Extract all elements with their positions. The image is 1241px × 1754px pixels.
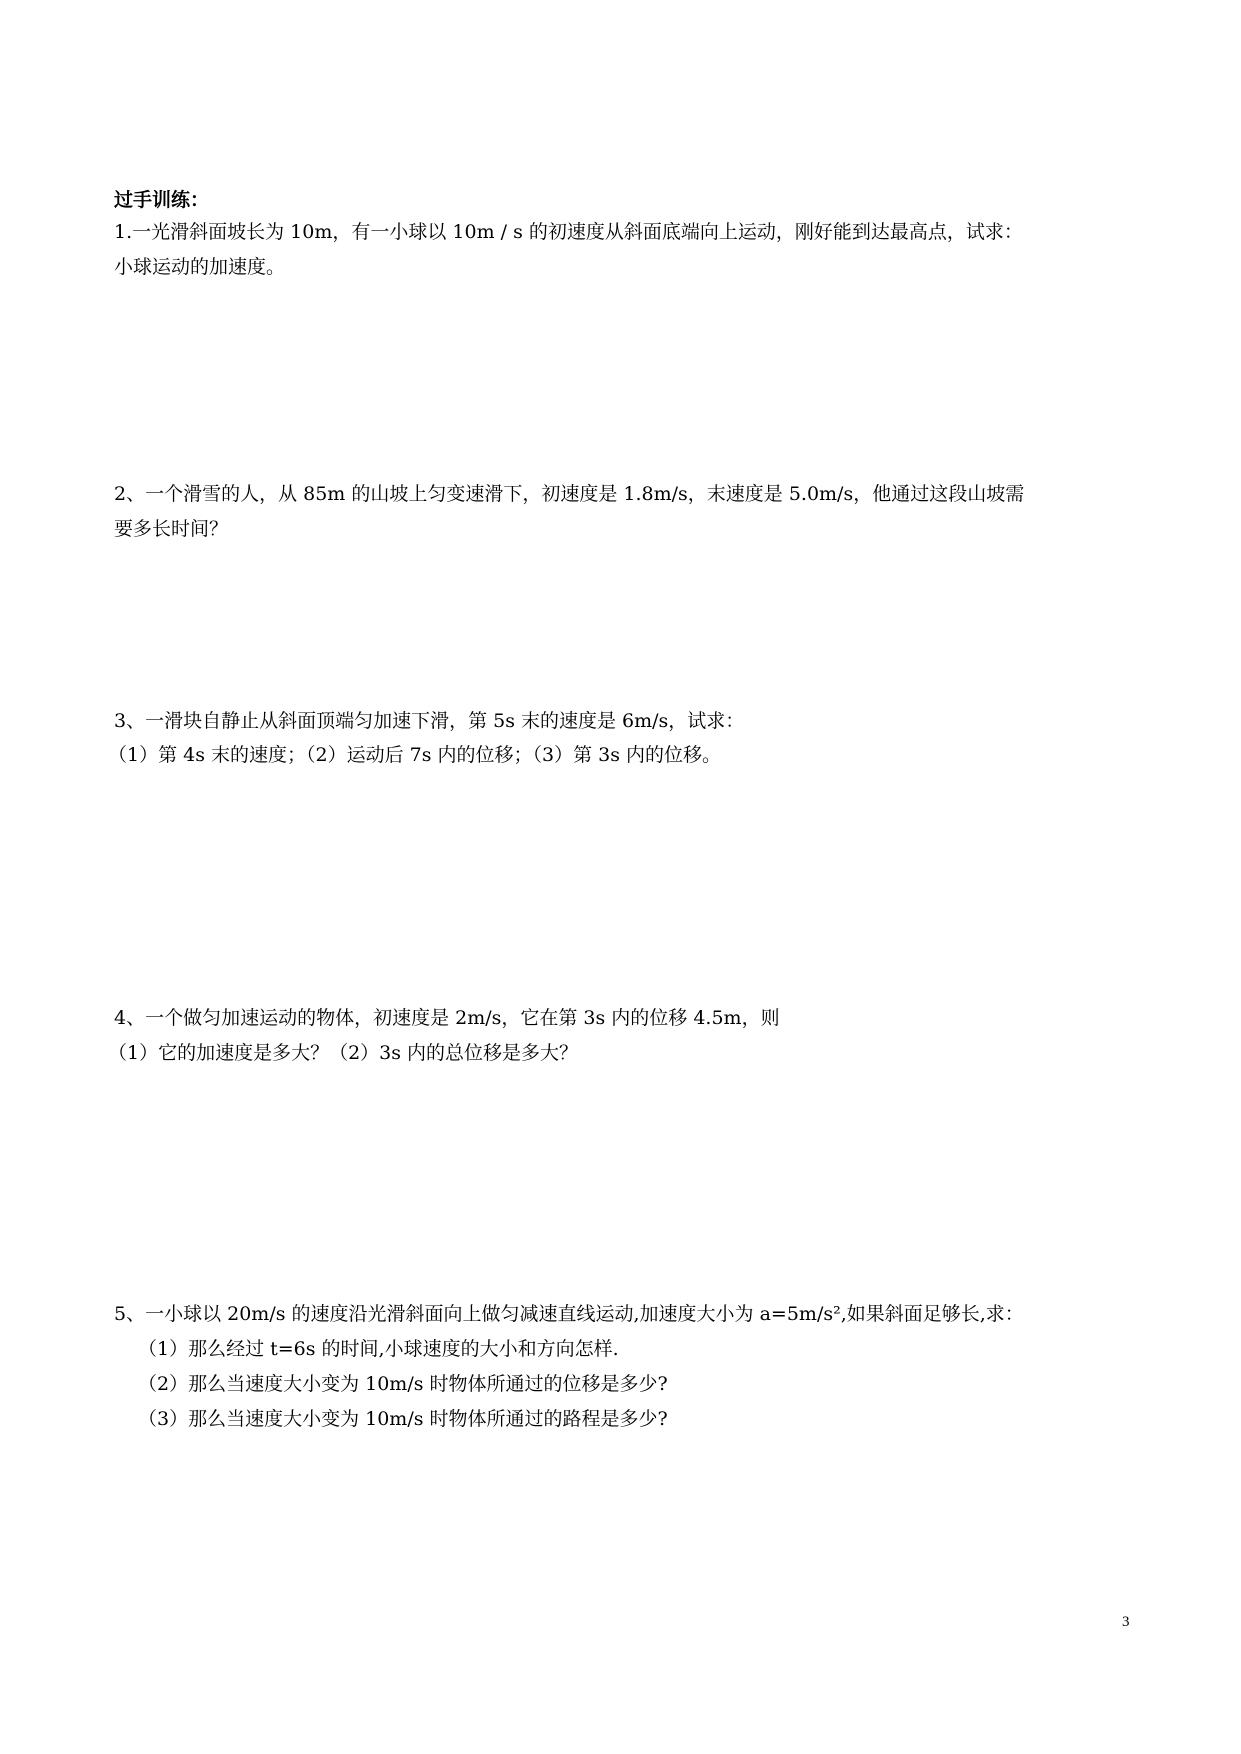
question-5-line-4: （3）那么当速度大小变为 10m/s 时物体所通过的路程是多少? (138, 1408, 668, 1430)
question-5-line-2: （1）那么经过 t=6s 的时间,小球速度的大小和方向怎样. (138, 1338, 619, 1360)
page-number: 3 (1122, 1614, 1130, 1630)
question-3-line-1: 3、一滑块自静止从斜面顶端匀加速下滑，第 5s 末的速度是 6m/s，试求： (114, 710, 745, 732)
question-4-line-1: 4、一个做匀加速运动的物体，初速度是 2m/s，它在第 3s 内的位移 4.5m，则 (114, 1007, 780, 1029)
question-5-line-3: （2）那么当速度大小变为 10m/s 时物体所通过的位移是多少? (138, 1373, 668, 1395)
question-4-line-2: （1）它的加速度是多大？（2）3s 内的总位移是多大？ (108, 1042, 579, 1064)
question-5-line-1: 5、一小球以 20m/s 的速度沿光滑斜面向上做匀减速直线运动,加速度大小为 a=5m/s²,如果斜面足够长,求： (114, 1303, 1024, 1325)
question-1-line-1: 1.一光滑斜面坡长为 10m，有一小球以 10m / s 的初速度从斜面底端向上运动，刚好能到达最高点，试求： (114, 221, 1023, 243)
question-2-line-2: 要多长时间？ (114, 518, 229, 540)
section-heading: 过手训练： (114, 189, 210, 211)
question-2-line-1: 2、一个滑雪的人，从 85m 的山坡上匀变速滑下，初速度是 1.8m/s，末速度是 5.0m/s，他通过这段山坡需 (114, 483, 1025, 505)
question-1-line-2: 小球运动的加速度。 (114, 256, 286, 278)
question-3-line-2: （1）第 4s 末的速度；（2）运动后 7s 内的位移；（3）第 3s 内的位移。 (108, 744, 722, 766)
